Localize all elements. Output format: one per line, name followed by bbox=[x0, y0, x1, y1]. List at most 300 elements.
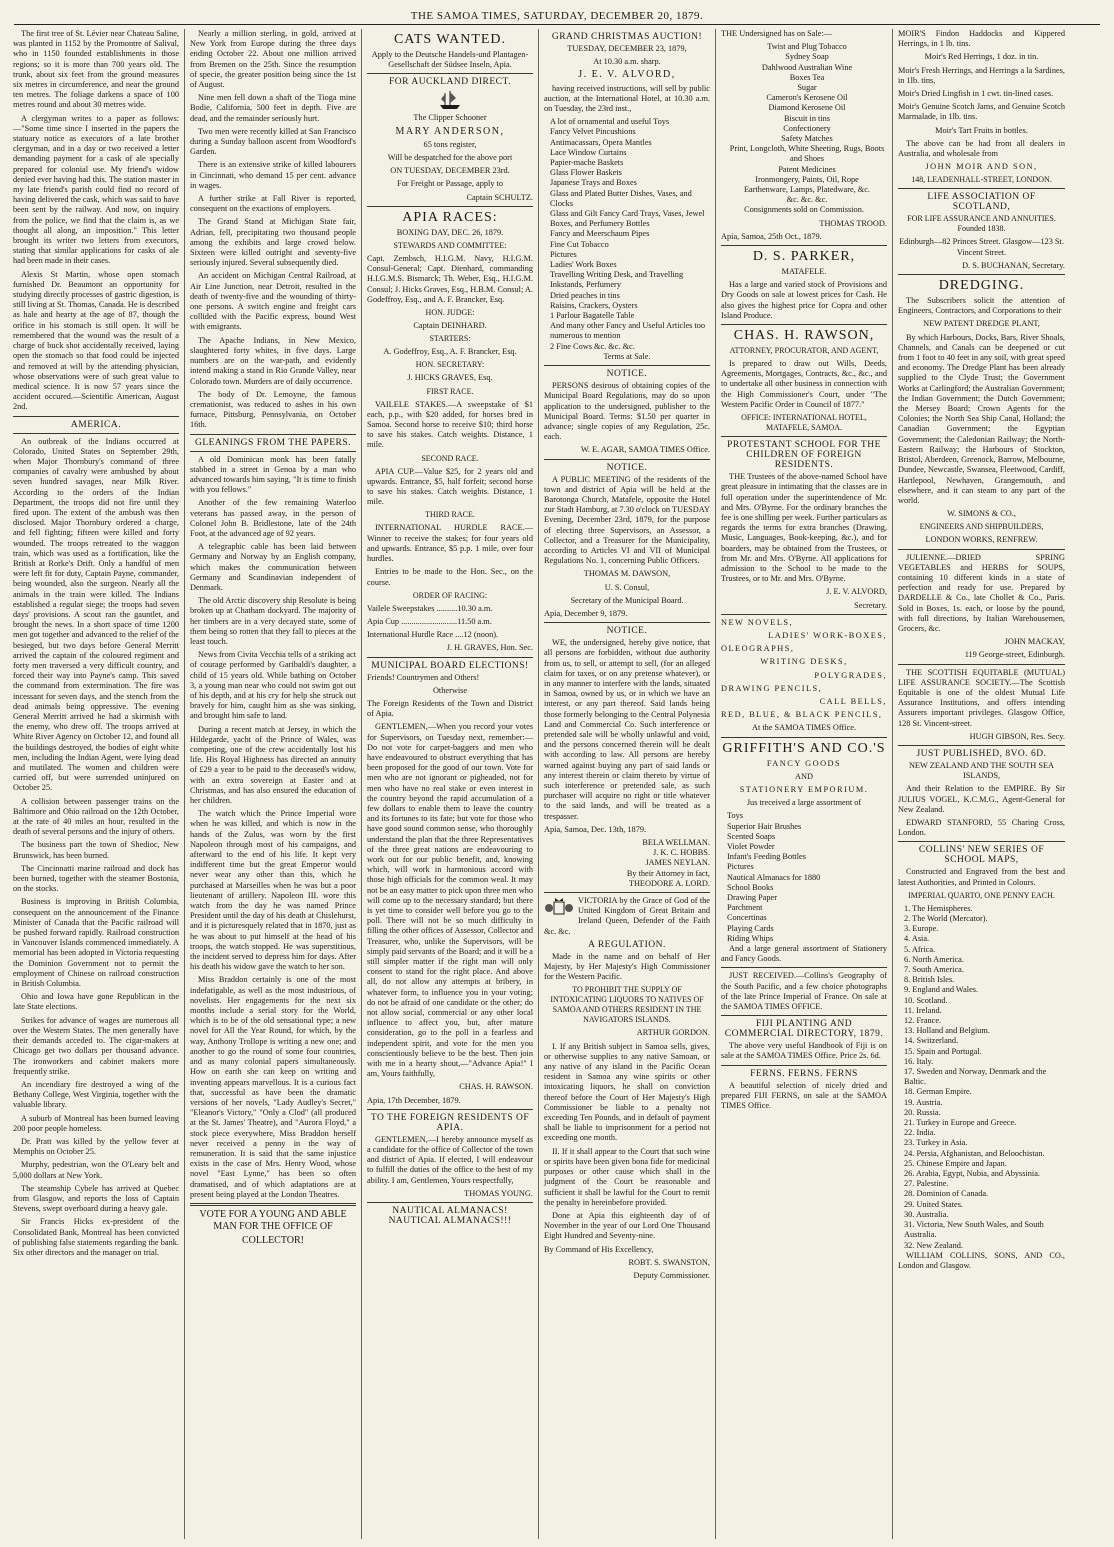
map-item: 29. United States. bbox=[904, 1199, 963, 1209]
article-paragraph: Sir Francis Hicks ex-president of the Consolidated Bank, Montreal has been convicted of publishing false statements regarding the bank. Six other directors and the manager on trial. bbox=[13, 1217, 179, 1257]
municipal-title: MUNICIPAL BOARD ELECTIONS! bbox=[371, 660, 529, 671]
auction-item: And many other Fancy and Useful Articles too numerous to mention bbox=[550, 321, 706, 341]
auction-item: Raisins, Crackers, Oysters bbox=[550, 300, 638, 310]
life-address: Edinburgh—82 Princes Street. Glasgow—123 St. Vincent Street. bbox=[899, 237, 1064, 257]
first-race-body: VAILELE STAKES.—A sweepstake of $1 each, p.p., with $20 added, for horses bred in Samoa. Second horse to receive $10; third horse to save his stakes. Catch weights. Distance, 1 mile. bbox=[367, 399, 533, 450]
griffith-item: School Books bbox=[727, 882, 774, 892]
judge: Captain DEINHARD. bbox=[413, 321, 487, 331]
rawson-body: Is prepared to draw out Wills, Deeds, Agreements, Mortgages, Contracts, &c., &c., and to undertake all other business in connection with the High Commissioner's Court, under "The Western Pacific Order in Council of 1877." bbox=[721, 359, 887, 409]
map-item: 20. Russia. bbox=[904, 1107, 941, 1117]
column-3 bbox=[362, 29, 539, 1539]
auckland-title: FOR AUCKLAND DIRECT. bbox=[389, 77, 511, 88]
nautical-title: NAUTICAL ALMANACS! NAUTICAL ALMANACS!!! bbox=[388, 1206, 512, 1227]
notice-title: NOTICE. bbox=[606, 462, 648, 473]
entries: Entries to be made to the Hon. Sec., on the course. bbox=[367, 567, 533, 587]
article-paragraph: The watch which the Prince Imperial wore when he was killed, and which is now in the hands of the Zulus, was worn by the first Napoleon through most of his campaigns, and afterward to the end of his life. It kept very indifferent time but the great Emperor would never wear any other than this, which he purchased at Marseilles when he was but a poor lieutenant of artillery. Napoleon III. wore this watch from the day he was named Prince President until the day of his death at Chislehurst, and it is picturesquely related that in 1870, just as he was about to put himself at the head of his troops, the watch stopped. He was superstitious, the incident served to depress him for days. After his death his widow gave the watch to her son. bbox=[190, 809, 356, 972]
divider bbox=[367, 1202, 533, 1203]
auckland-line: For Freight or Passage, apply to bbox=[396, 179, 503, 189]
griffith-item: Pictures bbox=[727, 862, 754, 872]
griffith-item: Infant's Feeding Bottles bbox=[727, 852, 806, 862]
auckland-line: ON TUESDAY, DECEMBER 23rd. bbox=[390, 166, 510, 176]
sale-item: Print, Longcloth, White Sheeting, Rugs, Boots and Shoes bbox=[729, 144, 885, 164]
published-body: And their Relation to the EMPIRE. By Sir JULIUS VOGEL, K.C.M.G., Agent-General for New Zealand. bbox=[898, 784, 1065, 814]
griffith-item: Playing Cards bbox=[727, 923, 774, 933]
auction-item: Japanese Trays and Boxes bbox=[550, 178, 637, 188]
life-sign: D. S. BUCHANAN, Secretary. bbox=[962, 260, 1065, 270]
divider bbox=[721, 967, 887, 968]
collins-body: Constructed and Engraved from the best and latest Authorities, and Printed in Colours. bbox=[898, 867, 1065, 887]
divider bbox=[721, 245, 887, 246]
auction-title: GRAND CHRISTMAS AUCTION! bbox=[551, 32, 703, 42]
griffith-item-list bbox=[721, 811, 887, 944]
stationery-line: OLEOGRAPHS, bbox=[721, 644, 795, 654]
griffith-item: Nautical Almanacs for 1880 bbox=[727, 872, 821, 882]
griffith-item: Concertinas bbox=[727, 913, 767, 923]
sale-date: Apia, Samoa, 25th Oct., 1879. bbox=[721, 231, 822, 241]
stationery-line: RED, BLUE, & BLACK PENCILS, bbox=[721, 710, 883, 720]
scottish-sign: HUGH GIBSON, Res. Secy. bbox=[969, 731, 1065, 741]
divider bbox=[898, 188, 1065, 189]
masthead: THE SAMOA TIMES, SATURDAY, DECEMBER 20, 1879. bbox=[14, 10, 1100, 25]
divider bbox=[367, 1109, 533, 1110]
map-item: 4. Asia. bbox=[904, 934, 930, 944]
sale-item: Sugar bbox=[797, 83, 817, 93]
regulation-command: Deputy Commissioner. bbox=[633, 1270, 710, 1280]
sale-item: Sydney Soap bbox=[785, 52, 829, 62]
sale-item: Boxes Tea bbox=[789, 72, 825, 82]
secretary: J. HICKS GRAVES, Esq. bbox=[407, 373, 493, 383]
ferns-title: FERNS. FERNS. FERNS bbox=[750, 1068, 858, 1079]
divider bbox=[721, 1065, 887, 1066]
regulation-caps: TO PROHIBIT THE SUPPLY OF INTOXICATING LIQUORS TO NATIVES OF SAMOA AND OTHERS RESIDENT IN THE NAVIGATORS ISLANDS. bbox=[550, 985, 704, 1025]
notice-title: NOTICE. bbox=[606, 626, 648, 637]
notice-body: PERSONS desirous of obtaining copies of the Municipal Board Regulations, may do so upon application to the undersigned, publisher to the Municipal Board. Terms: $1.50 per quarter in advance; single copies of any Regulation, 25c. each. bbox=[544, 381, 710, 442]
signatory: JAMES NEYLAN. bbox=[645, 858, 710, 868]
map-item: 14. Switzerland. bbox=[904, 1036, 959, 1046]
collins-sub: IMPERIAL QUARTO, ONE PENNY EACH. bbox=[908, 890, 1055, 900]
moir-line: Moir's Tart Fruits in bottles. bbox=[935, 125, 1028, 135]
divider bbox=[544, 892, 710, 893]
sale-item: Patent Medicines bbox=[778, 164, 836, 174]
article-paragraph: During a recent match at Jersey, in which the Hildegarde, yacht of the Prince of Wales, was competing, one of the crew accidentally lost his life. His Royal Highness has directed an annuity of £29 a year to be paid to the deceased's widow, with an extra sovereign at Easter and at Christmas, and has also ensured the education of her children. bbox=[190, 724, 356, 806]
map-item: 3. Europe. bbox=[904, 924, 939, 934]
published-sign: EDWARD STANFORD, 55 Charing Cross, London. bbox=[898, 817, 1065, 838]
article-paragraph: There is an extensive strike of killed labourers in Cincinnati, who demand 15 per cent. advance in wages. bbox=[190, 160, 356, 190]
article-paragraph: Strikes for advance of wages are numerous all over the Western States. The men generally have their demands acceded to. The cigar-makers at Chicago get two dollars per thousand advance. The ironworkers and cabinet makers more frequently strike. bbox=[13, 1015, 179, 1076]
article-paragraph: Alexis St Martin, whose open stomach furnished Dr. Beaumont an opportunity for studying directly processes of gastric digestion, is still living at St. Thomas, Canada. He is described as hale and hearty at the age of 87, though the orifice in his stomach is still open. It will be remembered that the wound was the result of a charge of buck shot accidentally received, laying open the stomach so that food could be injected and removed at will by the attending physician, whose observations were of such great value to medical science. It is now 57 years since the accident occured.—Scientific American, August 2nd. bbox=[13, 269, 179, 412]
article-paragraph: The business part the town of Shedioc, New Brunswick, has been burned. bbox=[13, 840, 179, 860]
signatory: J. K. C. HOBBS. bbox=[653, 848, 710, 858]
griffith-item: Scented Soaps bbox=[727, 831, 776, 841]
map-item: 30. Australia. bbox=[904, 1209, 949, 1219]
notice-title: NOTICE. bbox=[606, 369, 648, 380]
auction-time: At 10.30 a.m. sharp. bbox=[593, 57, 661, 67]
life-sub: FOR LIFE ASSURANCE AND ANNUITIES. Founded 1838. bbox=[907, 214, 1056, 234]
article-paragraph: The body of Dr. Lemoyne, the famous cremationist, was reduced to ashes in his own furnace, Pittsburg, Pennsylvania, on October 16th. bbox=[190, 389, 356, 430]
sale-consign: Consignments sold on Commission. bbox=[744, 205, 864, 215]
map-item: 9. England and Wales. bbox=[904, 985, 979, 995]
article-paragraph: Dr. Pratt was killed by the yellow fever at Memphis on October 25. bbox=[13, 1136, 179, 1157]
map-item: 22. India. bbox=[904, 1128, 936, 1138]
proclamation-text: VICTORIA by the Grace of God of the United Kingdom of Great Britain and Ireland Queen, Defender of the Faith &c. &c. bbox=[544, 896, 710, 936]
sale-sign: THOMAS TROOD. bbox=[819, 218, 887, 228]
article-paragraph: Nearly a million sterling, in gold, arrived at New York from Europe during the three days ending October 22. About one million arrived from Bremen on the 25th. Since the resumption of specie, the greater position being since the 1st of August. bbox=[190, 29, 356, 90]
maps-list bbox=[898, 904, 1065, 1251]
parker-body: Has a large and varied stock of Provisions and Dry Goods on sale at lowest prices for Cash. He also gives the highest price for Copra and other Island Produce. bbox=[721, 280, 887, 320]
dredging-sub: NEW PATENT DREDGE PLANT, bbox=[923, 319, 1040, 329]
auction-item: Glass and Gilt Fancy Card Trays, Vases, Jewel Boxes, and Perfumery Bottles bbox=[550, 209, 705, 229]
municipal-sign: CHAS. H. RAWSON. bbox=[459, 1082, 533, 1092]
third-race-head: THIRD RACE. bbox=[425, 510, 475, 520]
moir-address: 148, LEADENHALL-STREET, LONDON. bbox=[911, 175, 1052, 185]
municipal-line: Otherwise bbox=[432, 685, 468, 695]
notice-body: A PUBLIC MEETING of the residents of the town and district of Apia will be held at the Barotonga Church, Matafele, opposite the Hotel zur Stadt Hamburg, at 7.30 o'clock on TUESDAY Evening, December 23rd, 1879, for the purpose of electing three Supervisors, an Assessor, a Collector, and a Treasurer for the Municipality, according to Articles VI and VII of Municipal Regulations No. 1, concerning Public Officers. bbox=[544, 474, 710, 566]
school-title: PROTESTANT SCHOOL FOR THE CHILDREN OF FOREIGN RESIDENTS. bbox=[727, 440, 881, 471]
map-item: 28. Dominion of Canada. bbox=[904, 1189, 989, 1199]
auction-item: Papier-mache Baskets bbox=[550, 158, 624, 168]
notice-date: Apia, December 9, 1879. bbox=[544, 608, 628, 618]
article-paragraph: Nine men fell down a shaft of the Tioga mine Bodie, California, 500 feet in depth. Five are dead, and the remainder seriously hurt. bbox=[190, 93, 356, 123]
sale-item: Diamond Kerosene Oil bbox=[768, 103, 846, 113]
divider bbox=[898, 274, 1065, 275]
griffith-end: And a large general assortment of Stationery and Fancy Goods. bbox=[721, 944, 887, 964]
article-paragraph: A collision between passenger trains on the Baltimore and Ohio railroad on the 12th October, at the rate of 40 miles an hour, resulted in the death of several persons and the injury of others. bbox=[13, 796, 179, 837]
divider bbox=[898, 841, 1065, 842]
sale-item: Ironmongery, Paints, Oil, Rope bbox=[755, 174, 859, 184]
map-item: 5. Africa. bbox=[904, 944, 936, 954]
article-paragraph: Another of the few remaining Waterloo veterans has passed away, in the person of Colonel John B. Bridlestone, late of the 24th Foot, at the advanced age of 92 years. bbox=[190, 498, 356, 538]
rawson-title: CHAS. H. RAWSON, bbox=[733, 328, 875, 344]
auction-item: Fancy and Meerschaum Pipes bbox=[550, 229, 650, 239]
moir-line: MOIR'S Findon Haddocks and Kippered Herrings, in 1 lb. tins. bbox=[898, 29, 1065, 49]
regulation-command: By Command of His Excellency, bbox=[544, 1244, 654, 1254]
moir-line: Moir's Genuine Scotch Jams, and Genuine Scotch Marmalade, in 1lb. tins. bbox=[898, 102, 1065, 122]
divider bbox=[367, 657, 533, 658]
auction-item: Ladies' Work Boxes bbox=[550, 260, 617, 270]
moir-line: Moir's Dried Lingfish in 1 cwt. tin-lined cases. bbox=[898, 89, 1054, 99]
article-paragraph: An accident on Michigan Central Railroad, at Air Line Junction, near Detroit, resulted in the death of twenty-five and the wounding of thirty-one persons. A switch engine and freight cars collided with the Pacific express, bound West with emigrants. bbox=[190, 271, 356, 332]
divider bbox=[544, 459, 710, 460]
stationery-line: POLYGRADES, bbox=[814, 670, 887, 680]
auction-terms: Terms at Sale. bbox=[603, 351, 651, 361]
auction-item: Antimacassars, Opera Mantles bbox=[550, 137, 652, 147]
moir-line: Moir's Red Herrings, 1 doz. in tin. bbox=[924, 52, 1039, 62]
stationery-line: At the SAMOA TIMES Office. bbox=[751, 723, 857, 733]
auction-item: Dried peaches in tins bbox=[550, 290, 620, 300]
map-item: 15. Spain and Portugal. bbox=[904, 1046, 982, 1056]
map-item: 17. Sweden and Norway, Denmark and the Baltic. bbox=[904, 1067, 1047, 1087]
griffith-line: STATIONERY EMPORIUM. bbox=[739, 784, 869, 794]
sale-item-list bbox=[721, 42, 887, 205]
auction-item: Pictures bbox=[550, 249, 577, 259]
published-book: NEW ZEALAND AND THE SOUTH SEA ISLANDS, bbox=[908, 760, 1055, 781]
sale-item: Dahlwood Australian Wine bbox=[761, 62, 853, 72]
article-paragraph: Murphy, pedestrian, won the O'Leary belt and 5,000 dollars at New York. bbox=[13, 1160, 179, 1180]
griffith-item: Toys bbox=[727, 811, 744, 821]
map-item: 6. North America. bbox=[904, 954, 964, 964]
stationery-line: LADIES' WORK-BOXES, bbox=[768, 630, 887, 640]
divider bbox=[13, 416, 179, 417]
ship-icon bbox=[439, 90, 461, 110]
map-item: 27. Palestine. bbox=[904, 1179, 949, 1189]
fiji-body: The above very useful Handbook of Fiji is on sale at the SAMOA TIMES Office. Price 2s. 6d. bbox=[721, 1041, 887, 1061]
column-2 bbox=[185, 29, 362, 1539]
sale-item: Twist and Plug Tobacco bbox=[767, 42, 847, 52]
divider bbox=[367, 206, 533, 207]
races-title: APIA RACES: bbox=[402, 209, 498, 225]
map-item: 21. Turkey in Europe and Greece. bbox=[904, 1118, 1017, 1128]
julienne-address: 119 George-street, Edinburgh. bbox=[964, 650, 1065, 660]
starters-head: STARTERS: bbox=[429, 334, 471, 344]
stewards-head: STEWARDS AND COMMITTEE: bbox=[393, 241, 507, 251]
sale-item: Earthenware, Lamps, Platedware, &c. bbox=[743, 185, 870, 195]
divider bbox=[721, 436, 887, 437]
article-paragraph: The Grand Stand at Michigan State fair, Adrian, fell, precipitating two thousand people among the exhibits and large crowd below. Sixteen were killed outright and seventy-five seriously injured. Several subsequently died. bbox=[190, 217, 356, 268]
auction-item-list bbox=[544, 117, 710, 352]
map-item: 32. New Zealand. bbox=[904, 1240, 963, 1250]
stationery-line: DRAWING PENCILS, bbox=[721, 683, 823, 693]
vote-ad-office: COLLECTOR! bbox=[241, 1234, 305, 1246]
auckland-line: Will be despatched for the above port bbox=[387, 153, 513, 163]
signatory: BELA WELLMAN. bbox=[642, 838, 710, 848]
regulation-title: A REGULATION. bbox=[588, 939, 666, 950]
order-head: ORDER OF RACING: bbox=[412, 590, 488, 600]
fiji-title: FIJI PLANTING AND COMMERCIAL DIRECTORY, 1879. bbox=[724, 1019, 884, 1040]
order-line: Apia Cup ...........................11.50 a.m. bbox=[367, 616, 492, 626]
sale-item: Cameron's Kerosene Oil bbox=[766, 93, 848, 103]
auction-date: TUESDAY, DECEMBER 23, 1879, bbox=[567, 44, 687, 53]
sale-title: THE Undersigned has on Sale:— bbox=[721, 29, 833, 38]
foreign-body: GENTLEMEN,—I hereby announce myself as a candidate for the office of Collector of the town and district of Apia. If elected, I will endeavour to fulfill the duties of the office to the best of my ability. I am, Gentlemen, Yours respectfully, bbox=[367, 1134, 533, 1185]
rawson-sub: ATTORNEY, PROCURATOR, AND AGENT, bbox=[729, 346, 879, 356]
griffith-item: Riding Whips bbox=[727, 933, 774, 943]
article-paragraph: A further strike at Fall River is reported, consequent on the exactions of employers. bbox=[190, 194, 356, 214]
divider bbox=[898, 664, 1065, 665]
notice-sign: W. E. AGAR, SAMOA TIMES Office. bbox=[580, 445, 710, 455]
life-title: LIFE ASSOCIATION OF SCOTLAND, bbox=[927, 192, 1036, 213]
auckland-line: 65 tons register, bbox=[423, 139, 477, 149]
auction-item: A lot of ornamental and useful Toys bbox=[550, 117, 670, 127]
map-item: 16. Italy. bbox=[904, 1056, 934, 1066]
article-paragraph: The steamship Cybele has arrived at Quebec from Glasgow, and reports the loss of Captain Stevens, swept overboard during a heavy gale. bbox=[13, 1183, 179, 1214]
griffith-item: Violet Powder bbox=[727, 841, 775, 851]
article-paragraph: Two men were recently killed at San Francisco during a Sunday balloon ascent from Woodford's Garden. bbox=[190, 126, 356, 157]
municipal-line: The Foreign Residents of the Town and District of Apia. bbox=[367, 698, 533, 719]
signatory: By their Attorney in fact, bbox=[626, 868, 710, 878]
notice-sign: THOMAS M. DAWSON, bbox=[583, 569, 671, 579]
school-body: THE Trustees of the above-named School have great pleasure in intimating that the classes are in full operation under the superintendence of Mr. and Mrs. O'Byrne. For the ordinary branches the fee is one shilling per week. Further particulars as regards the terms for extra branches (Drawing, Music, Languages, Book-keeping, &c.), and for boarders, may be obtained from the Trustees, or from Mr. and Mrs. O'Byrne. All applications for admission to the School to be made to the Trustees, or to Mr. and Mrs. O'Byrne. bbox=[721, 472, 887, 584]
school-sign: Secretary. bbox=[854, 600, 887, 610]
column-1 bbox=[8, 29, 185, 1539]
auction-item: Glass and Plated Butter Dishes, Vases, and Clocks bbox=[550, 188, 692, 208]
divider bbox=[721, 324, 887, 325]
order-line: International Hurdle Race ....12 (noon). bbox=[367, 630, 499, 640]
column-4 bbox=[539, 29, 716, 1539]
municipal-date: Apia, 17th December, 1879. bbox=[367, 1095, 461, 1105]
map-item: 12. France. bbox=[904, 1016, 942, 1026]
column-5 bbox=[716, 29, 893, 1539]
map-item: 13. Holland and Belgium. bbox=[904, 1026, 990, 1036]
municipal-line: Friends! Countrymen and Others! bbox=[367, 672, 480, 682]
map-item: 8. British Isles. bbox=[904, 975, 955, 985]
auction-item: Lace Window Curtains bbox=[550, 147, 627, 157]
article-paragraph: The Cincinnatti marine railroad and dock has been burned, together with the steamer Bostonia, on the stocks. bbox=[13, 863, 179, 894]
auction-item: 1 Parlour Bagatelle Table bbox=[550, 311, 635, 321]
dredging-body: The Subscribers solicit the attention of Engineers, Contractors, and Corporations to their bbox=[898, 296, 1065, 316]
rawson-office: OFFICE: INTERNATIONAL HOTEL, MATAFELE, SAMOA. bbox=[741, 413, 867, 433]
article-paragraph: A clergyman writes to a paper as follows:—"Some time since I inserted in the papers the statuary notice as executors of a late brother clergyman, and in a day or two received a letter demanding payment for a cask of ale specially prepared for colonial use. My friend's widow denied ever having had this. The station master in my late friend's parish could find no record of having delivered the cask, which was said to have been sent by the railway. And now, on inquiry from the police, we find that the claim is, as we thought all along, an imposition." This letter brought its writer two letters from executors, stating that similar applications for casks of ale had been made in their cases. bbox=[13, 113, 179, 266]
simons-line: LONDON WORKS, RENFREW. bbox=[925, 535, 1038, 545]
vote-ad-text: VOTE FOR A YOUNG AND ABLE MAN FOR THE OFFICE OF bbox=[199, 1208, 347, 1232]
order-line: Vailele Sweepstakes ..........10.30 a.m. bbox=[367, 603, 493, 613]
article-paragraph: A suburb of Montreal has been burned leaving 200 poor people homeless. bbox=[13, 1113, 179, 1133]
divider bbox=[190, 1203, 356, 1206]
regulation-intro: Made in the name and on behalf of Her Majesty, by Her Majesty's High Commissioner for the Western Pacific. bbox=[544, 951, 710, 982]
divider bbox=[13, 433, 179, 434]
map-item: 25. Chinese Empire and Japan. bbox=[904, 1158, 1007, 1168]
first-race-head: FIRST RACE. bbox=[426, 386, 474, 396]
map-item: 23. Turkey in Asia. bbox=[904, 1138, 968, 1148]
cats-wanted-body: Apply to the Deutsche Handels-und Plantagen-Gesellschaft der Südsee Inseln, Apia. bbox=[371, 50, 529, 70]
sale-item: &c. &c. &c. bbox=[786, 195, 828, 205]
auction-item: 2 Fine Cows &c. &c. &c. bbox=[550, 341, 635, 351]
sale-item: Confectionery bbox=[783, 123, 831, 133]
article-paragraph: News from Civita Vecchia tells of a striking act of courage performed by Garibaldi's daughter, a child of 15 years old. While bathing on October 3, a young man near who could not swim got out of his depth, and at his cry for help she struck out bravely for him, caught him as she was sinking, and brought him safe to land. bbox=[190, 650, 356, 721]
municipal-body: GENTLEMEN,—When you record your votes for Supervisors, on Tuesday next, remember:— Do not vote for carpet-baggers and men who have endeavoured to obstruct everything that has been proposed for the good of our town. Vote for men who are not ignorant or pigheaded, not for men who have no real stake or even interest in the country beyond the rapid accumulation of a few dollars to enable them to leave the country and its fortunes to its fate; but vote for those who have good sound common sense, who thoroughly understand the plan that the three Representatives of the three great nations are endeavouring to work out for our public benefit, and, knowing which, will work in harmonious accord with those high officials for the common weal. It may not be an easy matter to pick upon three men who will come up to the necessary standard; but there is yet time to consider well before you go to the poll. There will not be so much difficulty in filling the other offices of Assessor, Collector and Treasurer, who, unlike the Supervisors, will be simply paid servants of the Board; and it will be a still simpler matter if the right man will only consent to stand for the right place. And above all, do not allow any attempts at bribery, in whatever form, to influence you in your voting; do not be afraid of one candidate or the other; do not allow social, commercial or any other local influence to affect you, but, after mature consideration, go to the poll in a fearless and independent spirit, and vote for the men you conscientiously believe to be the best. Then join with me in a hearty shout,—"Advance Apia!" I am, Yours faithfully, bbox=[367, 722, 533, 1079]
article-paragraph: An outbreak of the Indians occurred at Colorado, United States on September 29th, when Major Thornbury's command of three companies of cavalry were ambushed by about seven hundred savages, near Milk River. According to the orders of the Indian Department, the troops did not fire until they fired upon. The extent of the ambush was then disclosed. Major Thornbury ordered a charge, and fell fighting; fifteen were killed and forty wounded. The troops retreated to the waggon train, which was used as a fortification, like the British at Rorke's Drift. Only a handful of men were left fit for duty, Captain Payne, commander, being wounded, also the surgeon. Nearly all the animals in the train were killed. The Indians established a regular siege; the troops had seven days' provisions. A scout ran the gauntlet, and brought the news. In a short space of time 1200 men got together and advanced to the relief of the besieged, but two days before General Merritt arrived the captain of the coloured regiment and forty men traversed a very difficult country, and forced their way into Payne's camp. This saved the command from extermination. The fire was incessant for seven days, and the stench from the dead animals being oppressive. The evening General Merritt arrived he had a skirmish with the enemy, who drew off. The troops arrived at White River Agency on October 12, and found all the buildings destroyed, the bodies of eight white men, including the Indian Agent, were lying dead and mutilated. The women and children were carried off, but were surrended uninjured on October 25. bbox=[13, 436, 179, 793]
divider bbox=[898, 549, 1065, 550]
simons-line: ENGINEERS AND SHIPBUILDERS, bbox=[919, 522, 1044, 532]
dredging-body: By which Harbours, Docks, Bars, River Shoals, Channels, and Canals can be deepened or cut from 1 foot to 40 feet in any soil, with great speed and economy. The Dredge Plant has been already supplied to the Clyde Trust; the Government Works at Carlingford; the Australian Government; the Indian Government; the Dutch Government; the Mersey Board; Crown Agents for the Colonies; the North Sea Ship Canal, Holland; the Canadian Government; the Egyptian Government; the Caledonian Railway; the North-Eastern Railway; the Harbours of Stockton, Bristol, Aberdeen, Greenock, Barrow, Melbourne, Dundee, Newcastle, Swansea, Fleetwood, Cardiff, Hartlepool, Newhaven, Grangemouth, and elsewhere, and it can steam to any part of the world. bbox=[898, 332, 1065, 505]
third-race-body: INTERNATIONAL HURDLE RACE.—Winner to receive the stakes; for four years old and upwards. Entrance, $5 p.p. 1 mile, over four hurdles. bbox=[367, 523, 533, 564]
auctioneer-name: J. E. V. ALVORD, bbox=[578, 69, 676, 81]
map-item: 26. Arabia, Egypt, Nubia, and Abyssinia. bbox=[904, 1169, 1040, 1179]
divider bbox=[898, 745, 1065, 746]
cats-wanted-title: CATS WANTED. bbox=[393, 32, 507, 47]
article-paragraph: The first tree of St. Lévier near Chateau Saline, was planted in 1152 by the Promontre of Salival, who in 1150 founded establishments in those regions; so it is more than 700 years old. The trunk, about six feet from the ground measures six metres in circumference, and near the ground ten metres. The foliage darkens a space of 100 metres round and about 30 metres wide. bbox=[13, 29, 179, 110]
divider bbox=[721, 737, 887, 738]
map-item: 18. German Empire. bbox=[904, 1087, 972, 1097]
map-item: 2. The World (Mercator). bbox=[904, 914, 988, 923]
article-paragraph: Business is improving in British Columbia, consequent on the announcement of the Finance Minister of Canada that the Pacific railroad will be pushed forward rapidly. Railroad construction in Vancouver Islands commenced immediately. A memorial has been adopted in Victoria requesting the Dominion Government not to permit the employment of Chinese on railroad construction in British Columbia. bbox=[13, 897, 179, 989]
map-item: 1. The Hemispheres. bbox=[904, 903, 973, 913]
moir-name: JOHN MOIR AND SON, bbox=[925, 162, 1038, 172]
royal-crest-icon bbox=[544, 896, 574, 918]
map-item: 10. Scotland. bbox=[904, 995, 948, 1005]
notice-sign: U. S. Consul, bbox=[604, 582, 650, 592]
judge-head: HON. JUDGE: bbox=[425, 308, 475, 318]
moir-line: Moir's Fresh Herrings, and Herrings a la Sardines, in 1lb. tins, bbox=[898, 65, 1065, 85]
simons-name: W. SIMONS & CO., bbox=[947, 509, 1016, 519]
auction-item: Fancy Velvet Pincushions bbox=[550, 127, 636, 137]
divider bbox=[190, 451, 356, 452]
notice-signatories bbox=[544, 838, 710, 889]
map-item: 31. Victoria, New South Wales, and South Australia. bbox=[904, 1220, 1044, 1240]
second-race-body: APIA CUP.—Value $25, for 2 years old and upwards. Entrance, $5, half forfeit; second horse to save his stakes. Catch weights. Distance, 1 mile. bbox=[367, 466, 533, 507]
ferns-body: A beautiful selection of nicely dried and prepared FIJI FERNS, on sale at the SAMOA TIMES Office. bbox=[721, 1080, 887, 1111]
stationery-line: CALL BELLS, bbox=[819, 696, 887, 706]
sale-item: Safety Matches bbox=[781, 134, 833, 144]
school-sign: J. E. V. ALVORD, bbox=[826, 587, 887, 597]
article-paragraph: Miss Braddon certainly is one of the most indefatigable, as well as the most industrious, of novelists. Her engagements for the next six months include a serial story for the World, which is to be of the old sensational type; a new novel for All the Year Round, for which, by the way, Anthony Trollope is writing a new one; and another to go the round of some four countries, and as many colonial papers simultaneously. How on earth she can keep on writing and inventing appears marvellous. It is a curious fact that, successful as have been the dramatic versions of her novels, "Lady Audley's Secret," "Eleanor's Victory," "Only a Clod" (all produced at the St. James' Theatre), and "Aurora Floyd," a stock piece everywhere, Miss Braddon herself never received a penny in the way of remuneration. It is said that the same injustice exists in the case of Mrs. Henry Wood, whose novel "East Lynne," has been so often dramatised, and of which adaptations are at present being played at the London Theatres. bbox=[190, 975, 356, 1199]
foreign-sign: THOMAS YOUNG. bbox=[464, 1188, 533, 1198]
sale-item: Biscuit in tins bbox=[783, 113, 831, 123]
stationery-line: NEW NOVELS, bbox=[721, 617, 794, 627]
notice-body: WE, the undersigned, hereby give notice, that all persons are forbidden, without due authority from us, to sell, or attempt to sell, (for an alleged claim for taxes, or on any pretense whatever), or in any manner to interfere with the lands, situated in Samoa, owned by us, or in which we have an interest, or any part thereof. Said lands being those formerly belonging to the Central Polynesia Land and Commercial Co. Such interference or pretended sale will be wholly unlawful and void, and the persons concerned therein will be dealt with according to law. All persons are hereby warned against buying any part of said lands or any interest therein or claim thereto by virtue of such interference or pretended sale, as such purchaser will acquire no right or title whatever to the said lands, and will be treated as a trespasser. bbox=[544, 638, 710, 821]
auction-item: Fine Cut Tobacco bbox=[550, 239, 609, 249]
julienne-ad: JULIENNE.—DRIED SPRING VEGETABLES and HERBS for SOUPS, containing 10 different kinds in a state of perfection and ready for use. Prepared by DARDELLE & Co., late Chollet & Co., Paris. Sold in Boxes, 1s. each, or loose by the pound, with full directions, by Italian Warehousemen, Grocers, &c. bbox=[898, 552, 1065, 633]
parker-title: D. S. PARKER, bbox=[752, 249, 856, 265]
regulation-body: Done at Apia this eighteenth day of of November in the year of our Lord One Thousand Eight Hundred and Seventy-nine. bbox=[544, 1210, 710, 1241]
auckland-line: The Clipper Schooner bbox=[413, 113, 487, 123]
starters: A. Godeffroy, Esq., A. F. Brancker, Esq. bbox=[383, 347, 517, 357]
griffith-line: AND bbox=[795, 771, 813, 781]
received-ad: JUST RECEIVED.—Collins's Geography of the South Pacific, and a few choice photographs of the late Prince Imperial of France. On sale at the SAMOA TIMES OFFICE. bbox=[721, 971, 887, 1012]
published-title: JUST PUBLISHED, 8VO. 6D. bbox=[916, 748, 1047, 759]
regulation-body: II. If it shall appear to the Court that such wine or spirits have been given bona fide for medicinal purposes or other cause which shall in the judgment of the Court be reasonable and sufficient it shall be lawful for the Court to remit the penalty in hereinbefore provided. bbox=[544, 1146, 710, 1207]
divider bbox=[721, 1015, 887, 1016]
regulation-body: I. If any British subject in Samoa sells, gives, or otherwise supplies to any native Samoan, or any native of any island in the Pacific Ocean resident in Samoa any wine spirits or other intoxicating liquors, he shall on conviction thereof before the Court of Her Majesty's High Commissioner be liable to a penalty not exceeding Ten Pounds, and in default of payment shall be liable to imprisonment for a period not exceeding one month. bbox=[544, 1041, 710, 1143]
divider bbox=[190, 434, 356, 435]
divider bbox=[544, 622, 710, 623]
auction-body: having received instructions, will sell by public auction, at the International Hotel, at 10.30 a.m. on Tuesday, the 23rd inst., bbox=[544, 83, 710, 114]
article-paragraph: An incendiary fire destroyed a wing of the Bethany College, West Virginia, together with the valuable library. bbox=[13, 1079, 179, 1110]
auction-item: Glass Flower Baskets bbox=[550, 168, 622, 178]
divider bbox=[544, 365, 710, 366]
second-race-head: SECOND RACE. bbox=[421, 453, 479, 463]
notice-date: Apia, Samoa, Dec. 13th, 1879. bbox=[544, 824, 647, 834]
article-paragraph: A telegraphic cable has been laid between Germany and Norway by an English company, which makes the communication between Germany and Scandinavian independent of Denmark. bbox=[190, 542, 356, 592]
map-item: 19. Austria. bbox=[904, 1097, 943, 1107]
griffith-item: Parchment bbox=[727, 903, 763, 913]
collins-sign: WILLIAM COLLINS, SONS, AND CO., London and Glasgow. bbox=[898, 1250, 1065, 1270]
julienne-sign: JOHN MACKAY, bbox=[1004, 637, 1065, 647]
secretary-head: HON. SECRETARY: bbox=[415, 360, 485, 370]
divider bbox=[721, 614, 887, 615]
article-paragraph: The old Arctic discovery ship Resolute is being broken up at Chatham dockyard. The majority of her timbers are in a very decayed state, some of them being so rotten that they fall to pieces at the least touch. bbox=[190, 596, 356, 646]
section-heading-gleanings: GLEANINGS FROM THE PAPERS. bbox=[194, 437, 352, 448]
divider bbox=[367, 73, 533, 74]
griffith-title: GRIFFITH'S AND CO.'S bbox=[722, 740, 886, 756]
foreign-title: TO THE FOREIGN RESIDENTS OF APIA. bbox=[370, 1112, 530, 1133]
scottish-ad: THE SCOTTISH EQUITABLE (MUTUAL) LIFE ASSURANCE SOCIETY.—The Scottish Equitable is one of the oldest Mutual Life Assurance Institutions, and offers intending Assurers important privileges. Glasgow Office, 128 St. Vincent-street. bbox=[898, 667, 1065, 728]
regulation-command: ROBT. S. SWANSTON, bbox=[628, 1257, 710, 1267]
auction-item: Travelling Writing Desk, and Travelling Inkstands, Perfumery bbox=[550, 270, 684, 290]
column-6 bbox=[893, 29, 1070, 1539]
parker-sub: MATAFELE. bbox=[781, 267, 827, 277]
regulation-sign: ARTHUR GORDON. bbox=[636, 1028, 710, 1038]
columns bbox=[8, 29, 1106, 1539]
griffith-received: Jus treceived a large assortment of bbox=[746, 798, 862, 808]
auckland-ship-name: MARY ANDERSON, bbox=[395, 125, 505, 137]
griffith-item: Drawing Paper bbox=[727, 893, 777, 902]
griffith-line: FANCY GOODS bbox=[766, 758, 842, 768]
notice-sign: Secretary of the Municipal Board. bbox=[570, 595, 684, 605]
griffith-item: Superior Hair Brushes bbox=[727, 821, 802, 831]
article-paragraph: A old Dominican monk has been fatally stabbed in a street in Genoa by a man who advanced towards him saying, "It is time to finish with you fellows." bbox=[190, 454, 356, 495]
article-paragraph: The Apache Indians, in New Mexico, slaughtered forty whites, in five days. Large numbers are on the war-path, and evidently intend making a stand in Rio Grande Valley, near Colorado town. Murders are of daily occurrence. bbox=[190, 335, 356, 386]
dredging-title: DREDGING. bbox=[938, 278, 1025, 294]
stationery-line: WRITING DESKS, bbox=[760, 657, 848, 667]
collins-title: COLLINS' NEW SERIES OF SCHOOL MAPS, bbox=[918, 845, 1045, 866]
auckland-line: Captain SCHULTZ. bbox=[466, 192, 533, 202]
section-heading-america: AMERICA. bbox=[70, 419, 122, 430]
map-item: 24. Persia, Afghanistan, and Beloochistan. bbox=[904, 1148, 1045, 1158]
map-item: 11. Ireland. bbox=[904, 1005, 942, 1015]
moir-line: The above can be had from all dealers in Australia, and wholesale from bbox=[898, 138, 1065, 159]
signatory: THEODORE A. LORD. bbox=[628, 878, 710, 888]
races-date: BOXING DAY, DEC. 26, 1879. bbox=[396, 227, 504, 237]
